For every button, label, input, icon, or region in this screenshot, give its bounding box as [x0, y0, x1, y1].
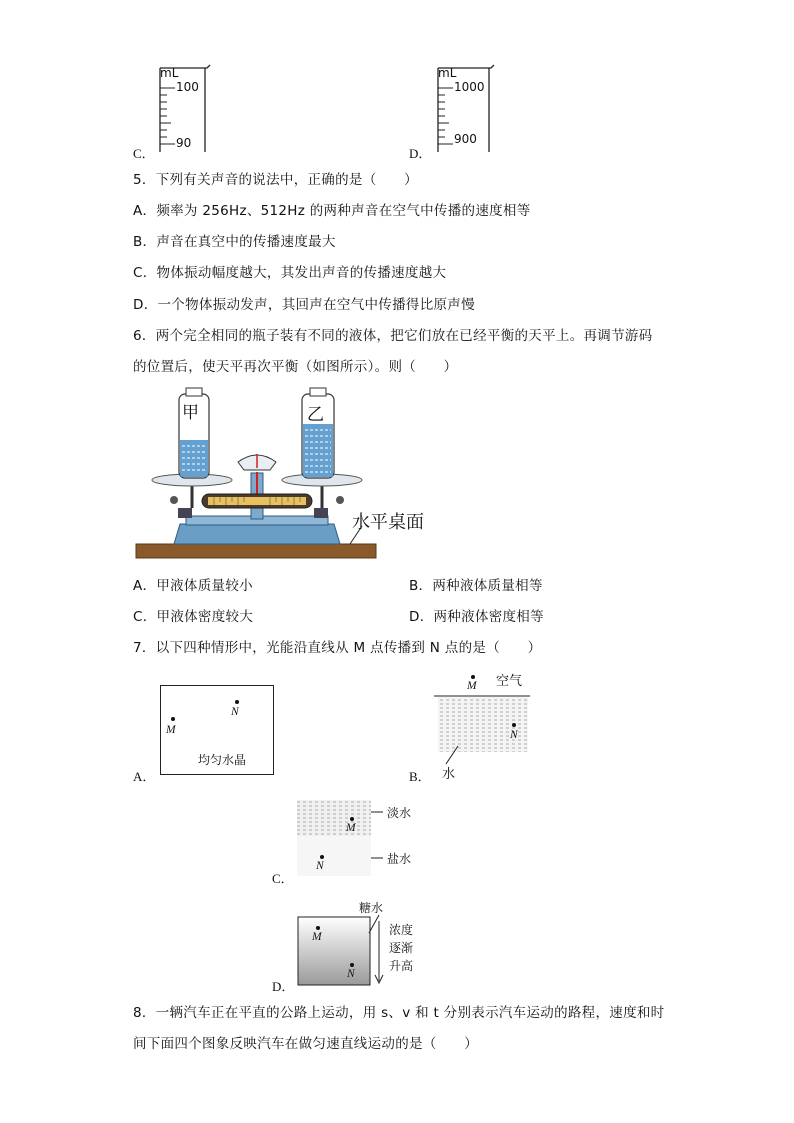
water-label: 水	[442, 767, 456, 782]
q6-stem-line1: 6．两个完全相同的瓶子装有不同的液体，把它们放在已经平衡的天平上。再调节游码	[133, 328, 653, 344]
q5-stem: 5．下列有关声音的说法中，正确的是（ ）	[133, 172, 418, 188]
fresh-water-label: 淡水	[387, 806, 412, 820]
q8-stem-line2: 间下面四个图象反映汽车在做匀速直线运动的是（ ）	[133, 1036, 478, 1052]
point-n-dot	[350, 963, 354, 967]
cylinder-bottom-mark: 90	[176, 136, 192, 150]
q5-option-a[interactable]: A．频率为 256Hz、512Hz 的两种声音在空气中传播的速度相等	[133, 203, 531, 219]
option-letter: D．	[272, 979, 295, 994]
point-m-label: M	[467, 680, 477, 692]
desk-label: 水平桌面	[352, 512, 424, 533]
point-m-dot	[316, 926, 320, 930]
option-letter: C．	[272, 871, 294, 886]
cylinder-top-mark: 100	[176, 80, 199, 94]
cylinder-top-mark: 1000	[454, 80, 485, 94]
concentration-note-1: 浓度	[389, 923, 414, 937]
option-letter: B．	[409, 769, 431, 784]
q6-option-a[interactable]: A．甲液体质量较小	[133, 578, 253, 594]
point-n-label: N	[510, 729, 518, 741]
point-m-label: M	[312, 931, 322, 943]
point-m-label: M	[346, 822, 356, 834]
q6-option-b[interactable]: B．两种液体质量相等	[409, 578, 543, 594]
point-m-label: M	[166, 724, 176, 736]
q5-option-b[interactable]: B．声音在真空中的传播速度最大	[133, 234, 336, 250]
cylinder-unit: mL	[438, 66, 457, 80]
salt-water-label: 盐水	[387, 852, 412, 866]
point-n-dot	[320, 855, 324, 859]
point-m-dot	[350, 817, 354, 821]
q5-option-d[interactable]: D．一个物体振动发声，其回声在空气中传播得比原声慢	[133, 297, 475, 313]
concentration-note-2: 逐渐	[389, 941, 414, 955]
air-label: 空气	[496, 674, 523, 689]
point-n-dot	[512, 723, 516, 727]
cylinder-unit: mL	[160, 66, 179, 80]
option-letter: A．	[133, 769, 156, 784]
q6-stem-line2: 的位置后，使天平再次平衡（如图所示）。则（ ）	[133, 359, 458, 375]
balance-scale-illustration	[134, 388, 394, 568]
option-letter: D．	[409, 146, 432, 161]
bottle-label-jia: 甲	[182, 403, 199, 423]
crystal-label: 均匀水晶	[198, 753, 247, 767]
q6-option-c[interactable]: C．甲液体密度较大	[133, 609, 254, 625]
bottle-label-yi: 乙	[307, 405, 324, 425]
sugar-water-label: 糖水	[359, 901, 384, 915]
point-n-label: N	[316, 860, 324, 872]
point-m-dot	[171, 717, 175, 721]
concentration-note-3: 升高	[389, 959, 414, 973]
q7-stem: 7．以下四种情形中，光能沿直线从 M 点传播到 N 点的是（ ）	[133, 640, 542, 656]
option-letter: C．	[133, 146, 155, 161]
q5-option-c[interactable]: C．物体振动幅度越大，其发出声音的传播速度越大	[133, 265, 447, 281]
point-n-label: N	[347, 968, 355, 980]
cylinder-bottom-mark: 900	[454, 132, 477, 146]
q8-stem-line1: 8．一辆汽车正在平直的公路上运动，用 s、v 和 t 分别表示汽车运动的路程，速度和时	[133, 1005, 665, 1021]
q6-option-d[interactable]: D．两种液体密度相等	[409, 609, 544, 625]
point-n-dot	[235, 700, 239, 704]
point-m-dot	[471, 675, 475, 679]
point-n-label: N	[231, 706, 239, 718]
